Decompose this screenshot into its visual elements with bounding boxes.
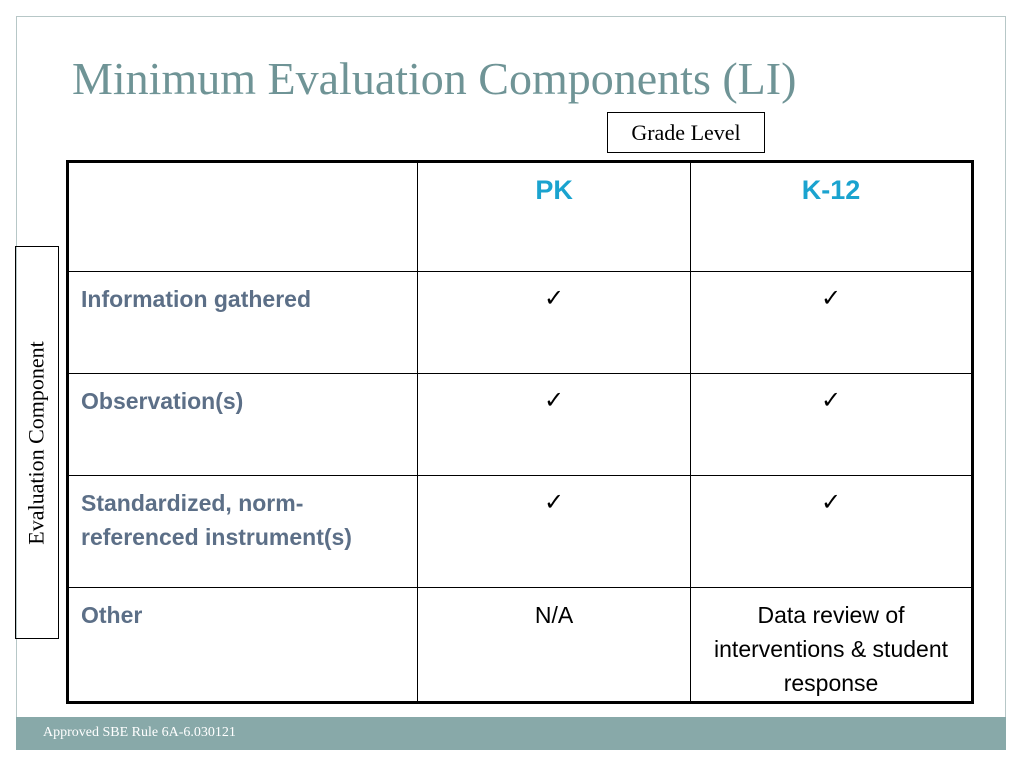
check-mark-icon: ✓ [418, 272, 691, 374]
grade-level-label: Grade Level [607, 112, 765, 153]
footer-bar [16, 717, 1006, 750]
row-label: Observation(s) [68, 374, 418, 476]
check-mark-icon: ✓ [418, 374, 691, 476]
table-row [68, 476, 973, 588]
components-table [66, 160, 974, 704]
footer-text: Approved SBE Rule 6A-6.030121 [43, 725, 236, 740]
row-label: Standardized, norm-referenced instrument(s) [68, 476, 418, 588]
evaluation-component-label-box [15, 246, 59, 639]
check-mark-icon: ✓ [691, 476, 973, 588]
table-header-row [68, 162, 973, 272]
table-row [68, 588, 973, 703]
check-mark-icon: ✓ [418, 476, 691, 588]
check-mark-icon: ✓ [691, 272, 973, 374]
k12-value: Data review of interventions & student response [691, 588, 973, 703]
header-corner-cell [68, 162, 418, 272]
evaluation-component-label: Evaluation Component [24, 340, 49, 545]
column-header-k12: K-12 [691, 162, 973, 272]
table-row [68, 374, 973, 476]
column-header-pk: PK [418, 162, 691, 272]
row-label: Information gathered [68, 272, 418, 374]
pk-value: N/A [418, 588, 691, 703]
check-mark-icon: ✓ [691, 374, 973, 476]
table-row [68, 272, 973, 374]
row-label: Other [68, 588, 418, 703]
slide-title: Minimum Evaluation Components (LI) [72, 53, 797, 104]
